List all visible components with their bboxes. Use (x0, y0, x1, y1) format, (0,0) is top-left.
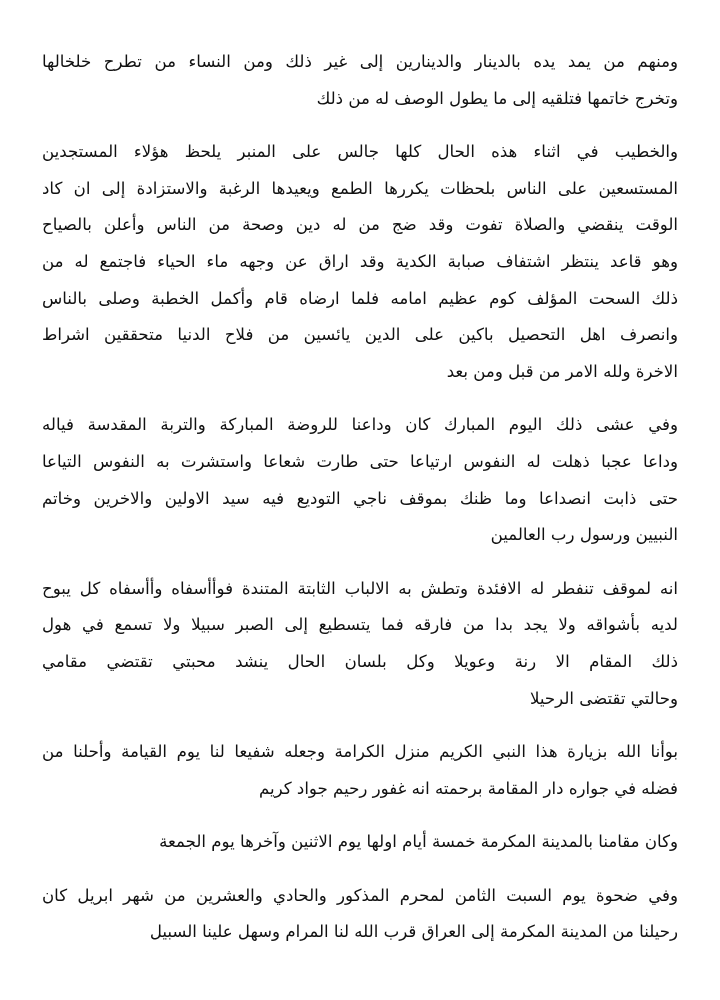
paragraph-5 (42, 734, 678, 807)
text-line: ومنهم من يمد يده بالدينار والدينارين إلى غير ذلك ومن النساء من تطرح خلخالها (42, 52, 678, 71)
text-line: الوقت ينقضي والصلاة تفوت وقد ضج من له دين وصحة من الناس وأعلن بالصياح (42, 215, 678, 235)
text-line: لديه بأشواقه ولا يجد بدا من فارقه فما يتسطيع إلى الصبر سبيلا ولا تسمع في هول (42, 615, 678, 635)
text-line: النبيين ورسول رب العالمين (490, 525, 678, 545)
text-line: ذلك السحت المؤلف كوم عظيم امامه فلما ارضاه قام وأكمل الخطبة وصلى بالناس (42, 288, 678, 308)
text-line: وداعا عجبا ذهلت له النفوس ارتياعا حتى طارت شعاعا واستشرت به النفوس التياعا (42, 451, 678, 471)
text-line: فضله في جواره دار المقامة برحمته انه غفور رحيم جواد كريم (258, 778, 678, 798)
document-body (42, 44, 678, 951)
paragraph-6 (42, 824, 678, 861)
paragraph-7 (42, 878, 678, 951)
text-line: انه لموقف تنفطر له الافئدة وتطش به الالباب الثابتة المتندة فوأأسفاه وأأسفاه كل يبوح (42, 578, 678, 598)
text-line: وفي ضحوة يوم السبت الثامن لمحرم المذكور والحادي والعشرين من شهر ابريل كان (42, 885, 678, 905)
text-line: وفي عشى ذلك اليوم المبارك كان وداعنا للروضة المباركة والتربة المقدسة فياله (42, 415, 678, 435)
paragraph-4 (42, 571, 678, 717)
text-line: المستسعين على الناس بلحظات يكررها الطمع ويعيدها الرغبة والاستزادة إلى ان كاد (42, 178, 678, 198)
text-line: الاخرة ولله الامر من قبل ومن بعد (446, 361, 678, 381)
text-line: وتخرج خاتمها فتلقيه إلى ما يطول الوصف له من ذلك (316, 88, 678, 108)
paragraph-3 (42, 407, 678, 553)
paragraph-1 (42, 44, 678, 117)
text-line: وهو قاعد ينتظر اشتفاف صبابة الكدية وقد اراق عن وجهه ماء الحياء فاجتمع له من (42, 251, 678, 271)
text-line: والخطيب في اثناء هذه الحال كلها جالس على المنبر يلحظ هؤلاء المستجدين (42, 142, 678, 162)
text-line: ذلك المقام الا رنة وعويلا وكل بلسان الحال ينشد محبتي تقتضي مقامي (42, 651, 678, 671)
text-line: رحيلنا من المدينة المكرمة إلى العراق قرب الله لنا المرام وسهل علينا السبيل (149, 922, 678, 942)
text-line: بوأنا الله بزيارة هذا النبي الكريم منزل الكرامة وجعله شفيعا لنا يوم القيامة وأحلنا من (42, 742, 678, 762)
text-line: وحالتي تقتضى الرحيلا (530, 688, 678, 708)
text-line: وكان مقامنا بالمدينة المكرمة خمسة أيام اولها يوم الاثنين وآخرها يوم الجمعة (159, 832, 678, 852)
text-line: وانصرف اهل التحصيل باكين على الدين يائسين من فلاح الدنيا متحققين اشراط (42, 325, 678, 345)
text-line: حتى ذابت انصداعا وما ظنك بموقف ناجي التوديع فيه سيد الاولين والاخرين وخاتم (42, 488, 678, 508)
paragraph-2 (42, 134, 678, 390)
